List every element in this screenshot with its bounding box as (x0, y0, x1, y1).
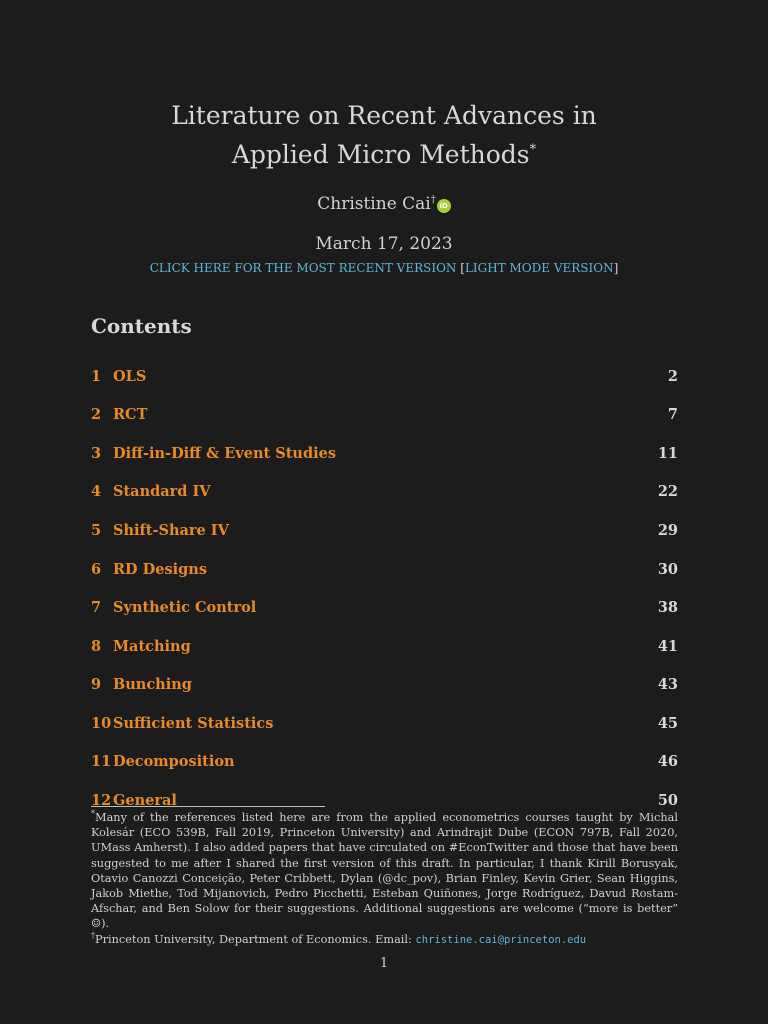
toc-item-standard-iv[interactable] (91, 473, 678, 512)
toc-item-number: 10 (91, 714, 112, 732)
toc-item-label: Decomposition (113, 753, 235, 771)
toc-item-page: 29 (657, 521, 678, 539)
toc-item-number: 5 (91, 521, 102, 539)
toc-item-shift-share-iv[interactable] (91, 511, 678, 550)
document-date: March 17, 2023 (315, 234, 453, 254)
author-footnote-marker[interactable]: † (430, 194, 436, 206)
toc-item-label: OLS (113, 367, 147, 385)
table-of-contents (91, 357, 678, 820)
title-line-1: Literature on Recent Advances in (171, 101, 597, 130)
toc-item-ols[interactable] (91, 357, 678, 396)
toc-item-number: 1 (91, 367, 102, 385)
document-title (0, 96, 768, 174)
toc-item-number: 2 (91, 406, 102, 424)
close-bracket: ] (613, 261, 619, 275)
toc-item-number: 6 (91, 560, 102, 578)
author-name: Christine Cai (317, 194, 431, 214)
toc-item-label: Standard IV (113, 483, 211, 501)
toc-item-label: Sufficient Statistics (113, 714, 274, 732)
title-line-2-text: Applied Micro Methods (231, 140, 530, 169)
toc-item-number: 7 (91, 599, 102, 617)
toc-item-diff-in-diff[interactable] (91, 434, 678, 473)
toc-item-number: 9 (91, 676, 102, 694)
toc-item-label: RD Designs (113, 560, 207, 578)
footnote-2 (91, 932, 678, 948)
toc-item-page: 11 (657, 444, 678, 462)
toc-item-page: 41 (657, 637, 678, 655)
toc-item-decomposition[interactable] (91, 742, 678, 781)
footnote-2-marker: † (91, 930, 95, 940)
toc-item-page: 43 (657, 676, 678, 694)
toc-item-page: 22 (657, 483, 678, 501)
author-line (0, 194, 768, 214)
toc-item-rd-designs[interactable] (91, 550, 678, 589)
toc-item-label: RCT (113, 406, 148, 424)
toc-item-page: 7 (667, 406, 678, 424)
light-mode-link[interactable]: LIGHT MODE VERSION (464, 261, 614, 275)
toc-item-number: 12 (91, 791, 112, 809)
toc-item-page: 45 (657, 714, 678, 732)
recent-version-link[interactable]: CLICK HERE FOR THE MOST RECENT VERSION (149, 261, 457, 275)
footnotes (91, 810, 678, 948)
footnote-1 (91, 810, 678, 932)
version-links (0, 261, 768, 275)
toc-item-page: 30 (657, 560, 678, 578)
title-line-2 (0, 135, 768, 174)
toc-item-label: Synthetic Control (113, 599, 257, 617)
toc-item-bunching[interactable] (91, 665, 678, 704)
footnote-1-text: Many of the references listed here are from the applied econometrics courses taught by Michal Kolesár (ECO 539B, Fall 2019, Princeton University) and Arindrajit Dube (ECON 797B, Fall 2020, UMass Amherst). I also added papers that have circulated on #EconTwitter and those that have been suggested to me after I shared the first version of this draft. In particular, I thank Kirill Borusyak, Otavio Canozzi Conceição, Peter Cribbett, Dylan (@dc_pov), Brian Finley, Kevin Grier, Sean Higgins, Jakob Miethe, Tod Mijanovich, Pedro Picchetti, Esteban Quiñones, Jorge Rodríguez, Davud Rostam-Afschar, and Ben Solow for their suggestions. Additional suggestions are welcome (“more is better” ☺). (91, 811, 678, 931)
toc-item-number: 11 (91, 753, 112, 771)
toc-item-synthetic-control[interactable] (91, 588, 678, 627)
page-number: 1 (379, 956, 389, 971)
toc-item-number: 4 (91, 483, 102, 501)
toc-item-number: 3 (91, 444, 102, 462)
email-link[interactable]: christine.cai@princeton.edu (415, 933, 587, 946)
toc-item-label: Shift-Share IV (113, 521, 229, 539)
open-bracket: [ (460, 261, 465, 275)
toc-item-label: General (113, 791, 177, 809)
toc-item-sufficient-statistics[interactable] (91, 704, 678, 743)
toc-item-page: 46 (657, 753, 678, 771)
toc-item-page: 38 (657, 599, 678, 617)
toc-item-label: Bunching (113, 676, 192, 694)
footnote-1-marker: * (91, 809, 95, 819)
toc-item-number: 8 (91, 637, 102, 655)
toc-item-matching[interactable] (91, 627, 678, 666)
footnote-2-text: Princeton University, Department of Economics. Email: (95, 932, 416, 946)
toc-item-page: 50 (657, 791, 678, 809)
footnote-divider (91, 806, 325, 807)
orcid-icon[interactable]: iD (437, 199, 451, 213)
toc-item-label: Diff-in-Diff & Event Studies (113, 444, 336, 462)
contents-heading: Contents (91, 314, 192, 338)
toc-item-rct[interactable] (91, 396, 678, 435)
toc-item-label: Matching (113, 637, 191, 655)
title-footnote-marker[interactable]: * (529, 142, 537, 158)
toc-item-page: 2 (667, 367, 678, 385)
